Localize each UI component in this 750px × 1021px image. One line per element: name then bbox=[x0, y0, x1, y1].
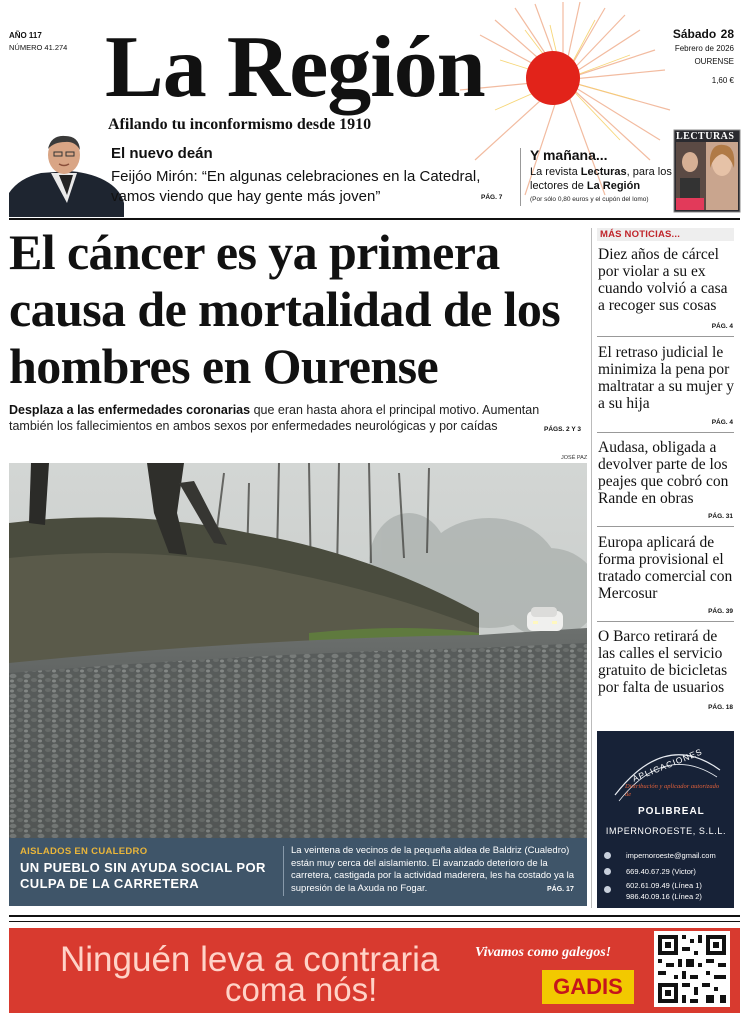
gadis-logo: GADIS bbox=[542, 970, 634, 1004]
bottom-rule bbox=[9, 915, 740, 917]
ad-arc-text: APLICACIONES bbox=[630, 746, 704, 784]
photo-title[interactable]: UN PUEBLO SIN AYUDA SOCIAL POR CULPA DE LA CARRETERA bbox=[20, 860, 266, 891]
edition: OURENSE bbox=[694, 57, 734, 66]
brief-4[interactable]: Europa aplicará de forma provisional el tratado comercial con Mercosur bbox=[598, 534, 733, 602]
year-label: AÑO bbox=[9, 31, 27, 40]
teaser-divider bbox=[520, 148, 521, 206]
main-photo bbox=[9, 463, 587, 838]
brief-1-page: PÁG. 4 bbox=[711, 323, 733, 330]
photo-caption-text: La veintena de vecinos de la pequeña aldea de Baldriz (Cualedro) están muy cerca del aislamiento. El avanzado deterioro de la carretera, castigada por la actividad maderera, les ha costado ya la supresión de la Axuda no Fogar. bbox=[291, 845, 575, 894]
masthead-logo bbox=[105, 18, 665, 118]
magazine-small: (Por sólo 0,80 euros y el cupón del lomo) bbox=[530, 196, 649, 203]
phone-icon bbox=[604, 868, 611, 875]
magazine-cover-title: LECTURAS bbox=[676, 131, 735, 142]
photo-kicker: AISLADOS EN CUALEDRO bbox=[20, 846, 148, 857]
logo-red-dot bbox=[525, 50, 581, 106]
brief-5-page: PÁG. 18 bbox=[708, 704, 733, 711]
bottom-rule-thin bbox=[9, 921, 740, 922]
main-subhead: Desplaza a las enfermedades coronarias que eran hasta ahora el principal motivo. Aumentan también los fallecimientos en ambos sexos por enfermedades neurológicas y por caídas bbox=[9, 403, 540, 433]
issue-info bbox=[9, 30, 67, 54]
brief-2-page: PÁG. 4 bbox=[711, 419, 733, 426]
email-icon bbox=[604, 852, 611, 859]
brief-3-page: PÁG. 31 bbox=[708, 513, 733, 520]
phone-icon bbox=[604, 886, 611, 893]
brief-divider bbox=[597, 621, 734, 622]
magazine-teaser[interactable] bbox=[530, 147, 675, 204]
dean-teaser-quote[interactable]: Feijóo Mirón: “En algunas celebraciones en la Catedral, vamos viendo que hay gente más joven” bbox=[111, 168, 481, 205]
year-value: 117 bbox=[28, 31, 42, 40]
brief-divider bbox=[597, 432, 734, 433]
logo-text: La Región bbox=[105, 19, 485, 116]
price: 1,60 € bbox=[711, 76, 734, 85]
gadis-slogan: Vivamos como galegos! bbox=[475, 945, 612, 960]
more-news-label: MÁS NOTICIAS... bbox=[600, 229, 681, 240]
photo-credit: JOSÉ PAZ bbox=[561, 455, 588, 461]
day-number: 28 bbox=[720, 27, 734, 41]
ad-company: IMPERNOROESTE, S.L.L. bbox=[605, 826, 727, 836]
caption-divider bbox=[283, 846, 284, 896]
ad-brand: POLIBREAL bbox=[638, 806, 705, 817]
ad-phone-3[interactable]: 986.40.09.16 (Línea 2) bbox=[626, 892, 702, 901]
brief-3[interactable]: Audasa, obligada a devolver parte de los peajes que cobró con Rande en obras bbox=[598, 439, 729, 507]
date-block bbox=[673, 28, 734, 87]
issue-number: NÚMERO 41.274 bbox=[9, 43, 68, 52]
photo-page: PÁG. 17 bbox=[547, 886, 574, 893]
brief-5[interactable]: O Barco retirará de las calles el servicio gratuito de bicicletas por falta de usuarios bbox=[598, 628, 728, 696]
dean-portrait bbox=[9, 133, 124, 217]
dean-teaser-page: PÁG. 7 bbox=[481, 194, 503, 201]
magazine-heading: Y mañana... bbox=[530, 147, 608, 163]
day-name: Sábado bbox=[672, 27, 717, 41]
ad-script: Distribución y aplicador autorizado de bbox=[625, 783, 720, 798]
main-story-pages: PÁGS. 2 Y 3 bbox=[544, 426, 581, 433]
brief-4-page: PÁG. 39 bbox=[708, 608, 733, 615]
tagline: Afilando tu inconformismo desde 1910 bbox=[108, 116, 372, 133]
ad-phone-2[interactable]: 602.61.09.49 (Línea 1) bbox=[626, 881, 702, 890]
brief-divider bbox=[597, 336, 734, 337]
gadis-ad-line-1: Ninguén leva a contraria bbox=[60, 940, 440, 979]
ad-email[interactable]: impernoroeste@gmail.com bbox=[626, 851, 716, 860]
gadis-ad-line-2: coma nós! bbox=[225, 971, 378, 1008]
main-headline[interactable]: El cáncer es ya primera causa de mortalidad de los hombres en Ourense bbox=[9, 224, 561, 394]
magazine-text: La revista Lecturas, para los lectores de La Región bbox=[530, 166, 672, 192]
qr-code-icon[interactable] bbox=[654, 931, 730, 1007]
brief-divider bbox=[597, 526, 734, 527]
top-rule bbox=[9, 218, 740, 220]
brief-1[interactable]: Diez años de cárcel por violar a su ex cuando volvió a casa a recoger sus cosas bbox=[598, 246, 728, 314]
ad-phone-1[interactable]: 669.40.67.29 (Victor) bbox=[626, 867, 696, 876]
dean-teaser-label: El nuevo deán bbox=[111, 145, 213, 162]
column-divider bbox=[591, 228, 592, 908]
brief-2[interactable]: El retraso judicial le minimiza la pena por maltratar a su mujer y a su hija bbox=[598, 344, 735, 412]
month-year: Febrero de 2026 bbox=[674, 44, 734, 53]
